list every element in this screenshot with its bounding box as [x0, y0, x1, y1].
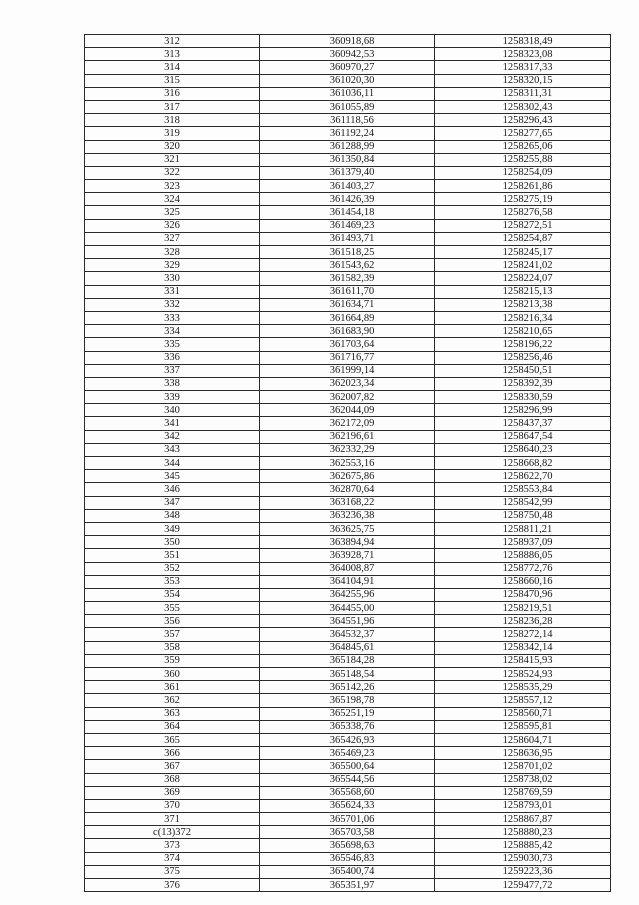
y-coordinate-cell: 1258392,39 [435, 377, 611, 390]
y-coordinate-cell: 1258470,96 [435, 588, 611, 601]
table-row [85, 114, 611, 127]
x-coordinate-cell: 365338,76 [260, 720, 435, 733]
y-coordinate-cell: 1258216,34 [435, 311, 611, 324]
y-coordinate-cell: 1258215,13 [435, 285, 611, 298]
point-number-cell: 317 [85, 100, 260, 113]
x-coordinate-cell: 362196,61 [260, 430, 435, 443]
table-row [85, 839, 611, 852]
point-number-cell: 328 [85, 246, 260, 259]
table-row [85, 654, 611, 667]
table-row [85, 733, 611, 746]
point-number-cell: 337 [85, 364, 260, 377]
y-coordinate-cell: 1258867,87 [435, 813, 611, 826]
point-number-cell: 322 [85, 166, 260, 179]
point-number-cell: 313 [85, 48, 260, 61]
table-row [85, 826, 611, 839]
point-number-cell: 360 [85, 668, 260, 681]
point-number-cell: 318 [85, 114, 260, 127]
x-coordinate-cell: 360918,68 [260, 35, 435, 48]
table-row [85, 549, 611, 562]
table-row [85, 760, 611, 773]
x-coordinate-cell: 365500,64 [260, 760, 435, 773]
point-number-cell: 323 [85, 180, 260, 193]
table-row [85, 377, 611, 390]
point-number-cell: 364 [85, 720, 260, 733]
point-number-cell: 320 [85, 140, 260, 153]
x-coordinate-cell: 361350,84 [260, 153, 435, 166]
point-number-cell: 376 [85, 879, 260, 892]
table-row [85, 720, 611, 733]
point-number-cell: 342 [85, 430, 260, 443]
table-row [85, 193, 611, 206]
x-coordinate-cell: 361426,39 [260, 193, 435, 206]
x-coordinate-cell: 364255,96 [260, 588, 435, 601]
x-coordinate-cell: 361493,71 [260, 232, 435, 245]
point-number-cell: 321 [85, 153, 260, 166]
x-coordinate-cell: 364532,37 [260, 628, 435, 641]
table-row [85, 298, 611, 311]
y-coordinate-cell: 1258265,06 [435, 140, 611, 153]
point-number-cell: 330 [85, 272, 260, 285]
table-row [85, 681, 611, 694]
x-coordinate-cell: 361543,62 [260, 259, 435, 272]
point-number-cell: 336 [85, 351, 260, 364]
y-coordinate-cell: 1259030,73 [435, 852, 611, 865]
y-coordinate-cell: 1258272,14 [435, 628, 611, 641]
x-coordinate-cell: 361469,23 [260, 219, 435, 232]
y-coordinate-cell: 1258256,46 [435, 351, 611, 364]
x-coordinate-cell: 361192,24 [260, 127, 435, 140]
point-number-cell: 324 [85, 193, 260, 206]
x-coordinate-cell: 365469,23 [260, 747, 435, 760]
y-coordinate-cell: 1258330,59 [435, 391, 611, 404]
x-coordinate-cell: 362023,34 [260, 377, 435, 390]
y-coordinate-cell: 1258254,87 [435, 232, 611, 245]
point-number-cell: 348 [85, 509, 260, 522]
y-coordinate-cell: 1259477,72 [435, 879, 611, 892]
table-row [85, 694, 611, 707]
x-coordinate-cell: 365400,74 [260, 865, 435, 878]
table-row [85, 87, 611, 100]
x-coordinate-cell: 361036,11 [260, 87, 435, 100]
x-coordinate-cell: 360970,27 [260, 61, 435, 74]
table-row [85, 100, 611, 113]
y-coordinate-cell: 1258542,99 [435, 496, 611, 509]
y-coordinate-cell: 1258342,14 [435, 641, 611, 654]
point-number-cell: 353 [85, 575, 260, 588]
x-coordinate-cell: 365568,60 [260, 786, 435, 799]
x-coordinate-cell: 365184,28 [260, 654, 435, 667]
table-row [85, 219, 611, 232]
point-number-cell: 316 [85, 87, 260, 100]
table-row [85, 628, 611, 641]
table-row [85, 509, 611, 522]
x-coordinate-cell: 362553,16 [260, 457, 435, 470]
x-coordinate-cell: 361055,89 [260, 100, 435, 113]
table-row [85, 522, 611, 535]
y-coordinate-cell: 1258668,82 [435, 457, 611, 470]
x-coordinate-cell: 364455,00 [260, 602, 435, 615]
table-row [85, 668, 611, 681]
x-coordinate-cell: 361288,99 [260, 140, 435, 153]
y-coordinate-cell: 1258886,05 [435, 549, 611, 562]
point-number-cell: 332 [85, 298, 260, 311]
point-number-cell: 339 [85, 391, 260, 404]
y-coordinate-cell: 1258636,95 [435, 747, 611, 760]
table-row [85, 879, 611, 892]
y-coordinate-cell: 1258213,38 [435, 298, 611, 311]
y-coordinate-cell: 1258885,42 [435, 839, 611, 852]
point-number-cell: 358 [85, 641, 260, 654]
point-number-cell: 341 [85, 417, 260, 430]
table-row [85, 813, 611, 826]
point-number-cell: 312 [85, 35, 260, 48]
y-coordinate-cell: 1258318,49 [435, 35, 611, 48]
x-coordinate-cell: 361403,27 [260, 180, 435, 193]
point-number-cell: 370 [85, 799, 260, 812]
x-coordinate-cell: 365701,06 [260, 813, 435, 826]
x-coordinate-cell: 363928,71 [260, 549, 435, 562]
x-coordinate-cell: 363168,22 [260, 496, 435, 509]
x-coordinate-cell: 363625,75 [260, 522, 435, 535]
point-number-cell: 335 [85, 338, 260, 351]
x-coordinate-cell: 361582,39 [260, 272, 435, 285]
y-coordinate-cell: 1258320,15 [435, 74, 611, 87]
point-number-cell: 326 [85, 219, 260, 232]
y-coordinate-cell: 1258302,43 [435, 100, 611, 113]
y-coordinate-cell: 1258277,65 [435, 127, 611, 140]
table-row [85, 457, 611, 470]
point-number-cell: 329 [85, 259, 260, 272]
y-coordinate-cell: 1258595,81 [435, 720, 611, 733]
point-number-cell: 338 [85, 377, 260, 390]
y-coordinate-cell: 1258196,22 [435, 338, 611, 351]
y-coordinate-cell: 1258224,07 [435, 272, 611, 285]
x-coordinate-cell: 364551,96 [260, 615, 435, 628]
y-coordinate-cell: 1258557,12 [435, 694, 611, 707]
table-row [85, 799, 611, 812]
y-coordinate-cell: 1258261,86 [435, 180, 611, 193]
table-row [85, 575, 611, 588]
point-number-cell: c(13)372 [85, 826, 260, 839]
point-number-cell: 314 [85, 61, 260, 74]
x-coordinate-cell: 365251,19 [260, 707, 435, 720]
table-row [85, 443, 611, 456]
table-row [85, 588, 611, 601]
table-row [85, 311, 611, 324]
y-coordinate-cell: 1258937,09 [435, 536, 611, 549]
point-number-cell: 362 [85, 694, 260, 707]
point-number-cell: 355 [85, 602, 260, 615]
table-row [85, 232, 611, 245]
table-row [85, 166, 611, 179]
x-coordinate-cell: 365703,58 [260, 826, 435, 839]
point-number-cell: 344 [85, 457, 260, 470]
point-number-cell: 340 [85, 404, 260, 417]
y-coordinate-cell: 1258272,51 [435, 219, 611, 232]
y-coordinate-cell: 1258317,33 [435, 61, 611, 74]
x-coordinate-cell: 361716,77 [260, 351, 435, 364]
table-row [85, 127, 611, 140]
x-coordinate-cell: 362675,86 [260, 470, 435, 483]
point-number-cell: 373 [85, 839, 260, 852]
x-coordinate-cell: 361454,18 [260, 206, 435, 219]
x-coordinate-cell: 364008,87 [260, 562, 435, 575]
point-number-cell: 363 [85, 707, 260, 720]
x-coordinate-cell: 365624,33 [260, 799, 435, 812]
y-coordinate-cell: 1258660,16 [435, 575, 611, 588]
table-row [85, 338, 611, 351]
x-coordinate-cell: 364104,91 [260, 575, 435, 588]
point-number-cell: 351 [85, 549, 260, 562]
table-row [85, 852, 611, 865]
x-coordinate-cell: 361518,25 [260, 246, 435, 259]
y-coordinate-cell: 1258450,51 [435, 364, 611, 377]
y-coordinate-cell: 1258647,54 [435, 430, 611, 443]
point-number-cell: 361 [85, 681, 260, 694]
y-coordinate-cell: 1258254,09 [435, 166, 611, 179]
x-coordinate-cell: 361611,70 [260, 285, 435, 298]
table-row [85, 707, 611, 720]
x-coordinate-cell: 361664,89 [260, 311, 435, 324]
x-coordinate-cell: 362332,29 [260, 443, 435, 456]
table-row [85, 61, 611, 74]
table-row [85, 272, 611, 285]
table-row [85, 483, 611, 496]
coordinates-table [84, 34, 611, 892]
y-coordinate-cell: 1258296,43 [435, 114, 611, 127]
x-coordinate-cell: 361703,64 [260, 338, 435, 351]
y-coordinate-cell: 1258276,58 [435, 206, 611, 219]
y-coordinate-cell: 1258296,99 [435, 404, 611, 417]
y-coordinate-cell: 1258772,76 [435, 562, 611, 575]
table-row [85, 641, 611, 654]
x-coordinate-cell: 362044,09 [260, 404, 435, 417]
y-coordinate-cell: 1258236,28 [435, 615, 611, 628]
point-number-cell: 315 [85, 74, 260, 87]
x-coordinate-cell: 362007,82 [260, 391, 435, 404]
point-number-cell: 357 [85, 628, 260, 641]
table-row [85, 351, 611, 364]
table-row [85, 391, 611, 404]
x-coordinate-cell: 363894,94 [260, 536, 435, 549]
point-number-cell: 325 [85, 206, 260, 219]
table-row [85, 364, 611, 377]
table-row [85, 562, 611, 575]
y-coordinate-cell: 1258553,84 [435, 483, 611, 496]
point-number-cell: 319 [85, 127, 260, 140]
table-row [85, 773, 611, 786]
x-coordinate-cell: 365198,78 [260, 694, 435, 707]
point-number-cell: 346 [85, 483, 260, 496]
x-coordinate-cell: 361020,30 [260, 74, 435, 87]
table-row [85, 470, 611, 483]
point-number-cell: 350 [85, 536, 260, 549]
y-coordinate-cell: 1259223,36 [435, 865, 611, 878]
table-row [85, 536, 611, 549]
coordinates-table-body [85, 35, 611, 892]
point-number-cell: 365 [85, 733, 260, 746]
point-number-cell: 367 [85, 760, 260, 773]
point-number-cell: 354 [85, 588, 260, 601]
point-number-cell: 334 [85, 325, 260, 338]
y-coordinate-cell: 1258769,59 [435, 786, 611, 799]
point-number-cell: 371 [85, 813, 260, 826]
x-coordinate-cell: 365142,26 [260, 681, 435, 694]
y-coordinate-cell: 1258245,17 [435, 246, 611, 259]
x-coordinate-cell: 361634,71 [260, 298, 435, 311]
table-row [85, 153, 611, 166]
x-coordinate-cell: 365546,83 [260, 852, 435, 865]
point-number-cell: 356 [85, 615, 260, 628]
point-number-cell: 343 [85, 443, 260, 456]
table-row [85, 259, 611, 272]
x-coordinate-cell: 361999,14 [260, 364, 435, 377]
y-coordinate-cell: 1258880,23 [435, 826, 611, 839]
table-row [85, 865, 611, 878]
point-number-cell: 327 [85, 232, 260, 245]
y-coordinate-cell: 1258560,71 [435, 707, 611, 720]
x-coordinate-cell: 361683,90 [260, 325, 435, 338]
table-row [85, 404, 611, 417]
table-row [85, 74, 611, 87]
y-coordinate-cell: 1258604,71 [435, 733, 611, 746]
point-number-cell: 349 [85, 522, 260, 535]
y-coordinate-cell: 1258275,19 [435, 193, 611, 206]
y-coordinate-cell: 1258415,93 [435, 654, 611, 667]
y-coordinate-cell: 1258524,93 [435, 668, 611, 681]
point-number-cell: 368 [85, 773, 260, 786]
x-coordinate-cell: 365698,63 [260, 839, 435, 852]
y-coordinate-cell: 1258535,29 [435, 681, 611, 694]
table-row [85, 246, 611, 259]
point-number-cell: 359 [85, 654, 260, 667]
y-coordinate-cell: 1258793,01 [435, 799, 611, 812]
point-number-cell: 333 [85, 311, 260, 324]
y-coordinate-cell: 1258622,70 [435, 470, 611, 483]
x-coordinate-cell: 363236,38 [260, 509, 435, 522]
y-coordinate-cell: 1258323,08 [435, 48, 611, 61]
table-row [85, 615, 611, 628]
table-row [85, 496, 611, 509]
y-coordinate-cell: 1258640,23 [435, 443, 611, 456]
point-number-cell: 374 [85, 852, 260, 865]
point-number-cell: 331 [85, 285, 260, 298]
x-coordinate-cell: 362870,64 [260, 483, 435, 496]
y-coordinate-cell: 1258241,02 [435, 259, 611, 272]
point-number-cell: 375 [85, 865, 260, 878]
x-coordinate-cell: 364845,61 [260, 641, 435, 654]
x-coordinate-cell: 365544,56 [260, 773, 435, 786]
table-row [85, 786, 611, 799]
table-row [85, 325, 611, 338]
y-coordinate-cell: 1258255,88 [435, 153, 611, 166]
y-coordinate-cell: 1258437,37 [435, 417, 611, 430]
table-row [85, 285, 611, 298]
point-number-cell: 366 [85, 747, 260, 760]
x-coordinate-cell: 361118,56 [260, 114, 435, 127]
x-coordinate-cell: 365351,97 [260, 879, 435, 892]
table-row [85, 602, 611, 615]
table-row [85, 180, 611, 193]
x-coordinate-cell: 365148,54 [260, 668, 435, 681]
y-coordinate-cell: 1258311,31 [435, 87, 611, 100]
table-row [85, 430, 611, 443]
y-coordinate-cell: 1258210,65 [435, 325, 611, 338]
point-number-cell: 369 [85, 786, 260, 799]
table-row [85, 417, 611, 430]
x-coordinate-cell: 361379,40 [260, 166, 435, 179]
point-number-cell: 345 [85, 470, 260, 483]
y-coordinate-cell: 1258738,02 [435, 773, 611, 786]
y-coordinate-cell: 1258811,21 [435, 522, 611, 535]
y-coordinate-cell: 1258750,48 [435, 509, 611, 522]
point-number-cell: 352 [85, 562, 260, 575]
table-row [85, 48, 611, 61]
table-row [85, 35, 611, 48]
table-row [85, 206, 611, 219]
table-row [85, 747, 611, 760]
x-coordinate-cell: 360942,53 [260, 48, 435, 61]
y-coordinate-cell: 1258219,51 [435, 602, 611, 615]
x-coordinate-cell: 365426,93 [260, 733, 435, 746]
point-number-cell: 347 [85, 496, 260, 509]
table-row [85, 140, 611, 153]
y-coordinate-cell: 1258701,02 [435, 760, 611, 773]
x-coordinate-cell: 362172,09 [260, 417, 435, 430]
